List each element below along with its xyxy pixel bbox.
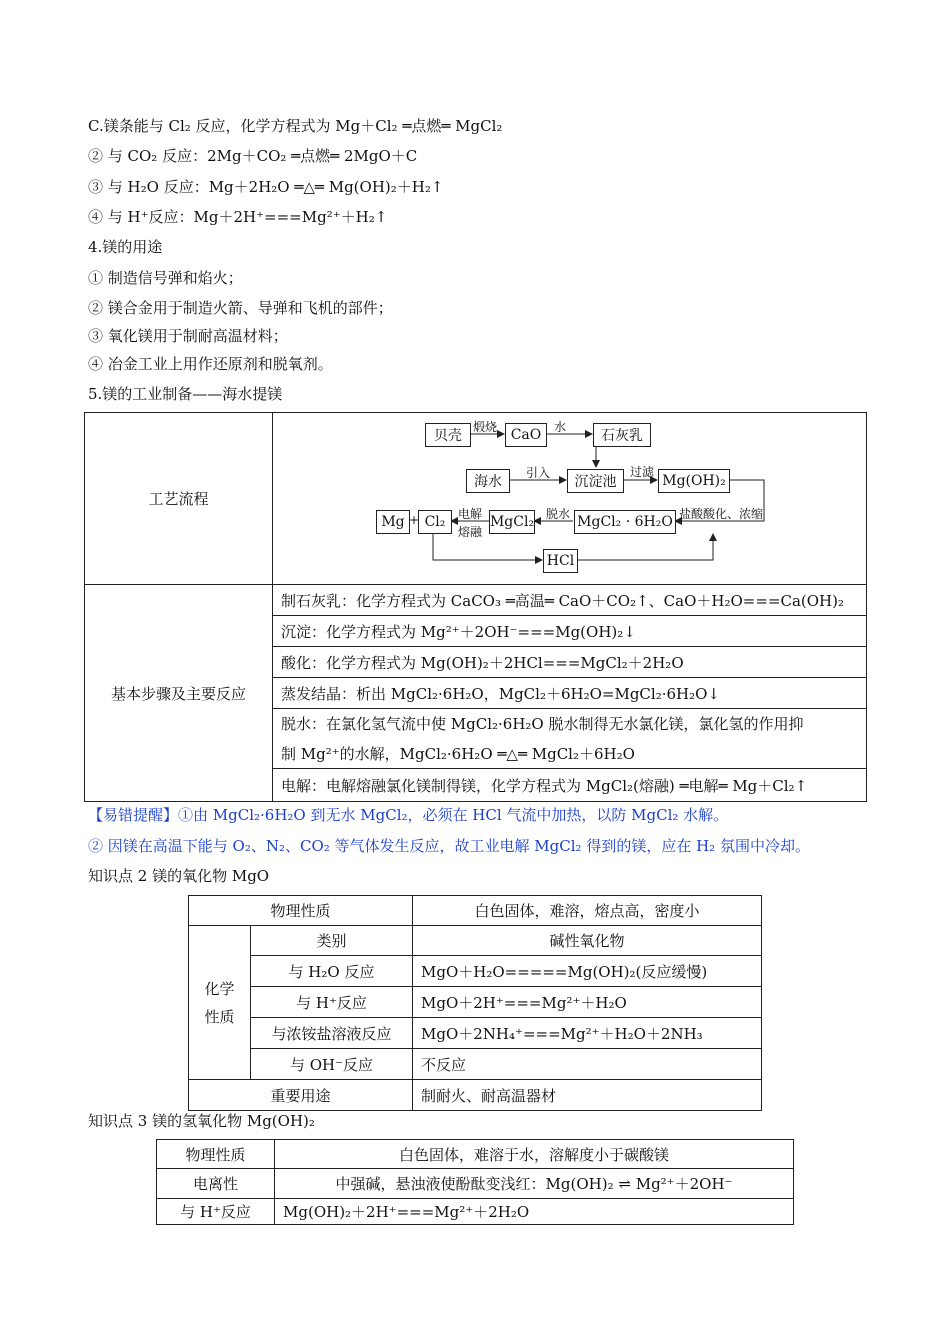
cell: 与 OH⁻反应 <box>251 1049 413 1080</box>
cell: 与 H⁺反应 <box>157 1199 275 1225</box>
text-line: ④ 与 H⁺反应：Mg＋2H⁺===Mg²⁺＋H₂↑ <box>88 208 388 226</box>
step-row: 脱水：在氯化氢气流中使 MgCl₂·6H₂O 脱水制得无水氯化镁，氯化氢的作用抑 <box>273 709 867 739</box>
hcl-box: HCl <box>543 549 578 573</box>
section-heading: 5.镁的工业制备——海水提镁 <box>88 385 283 403</box>
lime-milk-box: 石灰乳 <box>593 423 651 447</box>
step-row: 制 Mg²⁺的水解，MgCl₂·6H₂O ═△═ MgCl₂＋6H₂O <box>273 739 867 769</box>
mgo-table <box>188 895 762 1111</box>
step-row: 沉淀：化学方程式为 Mg²⁺＋2OH⁻===Mg(OH)₂↓ <box>273 616 867 647</box>
cell: Mg(OH)₂＋2H⁺===Mg²⁺＋2H₂O <box>275 1199 794 1225</box>
cell: 制耐火、耐高温器材 <box>413 1080 762 1111</box>
kp3-title: 知识点 3 镁的氢氧化物 Mg(OH)₂ <box>88 1112 315 1130</box>
mgcl2-box: MgCl₂ <box>489 510 535 534</box>
steps-label: 基本步骤及主要反应 <box>85 585 273 802</box>
dehydrate-label: 脱水 <box>546 507 571 521</box>
mg-oh2-box: Mg(OH)₂ <box>658 469 730 493</box>
cell: 中强碱，悬浊液使酚酞变浅红：Mg(OH)₂ ⇌ Mg²⁺＋2OH⁻ <box>275 1169 794 1199</box>
cell: 与浓铵盐溶液反应 <box>251 1018 413 1049</box>
cell: 重要用途 <box>189 1080 413 1111</box>
cell <box>189 926 251 1080</box>
step-row: 酸化：化学方程式为 Mg(OH)₂＋2HCl===MgCl₂＋2H₂O <box>273 647 867 678</box>
cell: MgO＋2H⁺===Mg²⁺＋H₂O <box>413 987 762 1018</box>
section-heading: 4.镁的用途 <box>88 238 163 256</box>
cell: 物理性质 <box>157 1140 275 1169</box>
cell: 白色固体，难溶于水，溶解度小于碳酸镁 <box>275 1140 794 1169</box>
shell-box: 贝壳 <box>425 423 471 447</box>
mg-box: Mg <box>376 510 410 534</box>
water-label: 水 <box>554 420 567 434</box>
cell: 电离性 <box>157 1169 275 1199</box>
text-line: ④ 冶金工业上用作还原剂和脱氧剂。 <box>88 355 333 373</box>
cell: MgO＋H₂O=====Mg(OH)₂(反应缓慢) <box>413 956 762 987</box>
filter-label: 过滤 <box>630 465 655 479</box>
warning-line: ② 因镁在高温下能与 O₂、N₂、CO₂ 等气体发生反应，故工业电解 MgCl₂ 得到的镁，应在 H₂ 氛围中冷却。 <box>88 837 810 855</box>
cao-box: CaO <box>505 423 547 447</box>
mgoh2-table <box>156 1139 794 1225</box>
precipitation-tank-box: 沉淀池 <box>567 469 624 493</box>
step-row: 制石灰乳：化学方程式为 CaCO₃ ═高温═ CaO＋CO₂↑、CaO＋H₂O===Ca(OH)₂ <box>273 585 867 616</box>
cell: 不反应 <box>413 1049 762 1080</box>
text-line: ② 与 CO₂ 反应：2Mg＋CO₂ ═点燃═ 2MgO＋C <box>88 147 418 165</box>
molten-label: 熔融 <box>458 525 483 539</box>
seawater-box: 海水 <box>466 469 510 493</box>
step-row: 电解：电解熔融氯化镁制得镁，化学方程式为 MgCl₂(熔融) ═电解═ Mg＋Cl₂↑ <box>273 769 867 802</box>
text-line: ③ 氧化镁用于制耐高温材料； <box>88 327 288 345</box>
step-row: 蒸发结晶：析出 MgCl₂·6H₂O，MgCl₂＋6H₂O=MgCl₂·6H₂O↓ <box>273 678 867 709</box>
cell: 类别 <box>251 926 413 956</box>
process-label: 工艺流程 <box>85 413 273 585</box>
introduce-label: 引入 <box>526 466 551 480</box>
acidify-label: 盐酸酸化、浓缩 <box>679 507 764 521</box>
text-line: C.镁条能与 Cl₂ 反应，化学方程式为 Mg＋Cl₂ ═点燃═ MgCl₂ <box>88 117 503 135</box>
cell: 物理性质 <box>189 896 413 926</box>
cell: 与 H₂O 反应 <box>251 956 413 987</box>
calcine-label: 煅烧 <box>473 420 498 434</box>
warning-line: 【易错提醒】①由 MgCl₂·6H₂O 到无水 MgCl₂，必须在 HCl 气流中加热，以防 MgCl₂ 水解。 <box>88 806 729 824</box>
chem-label: 化学性质 <box>204 979 235 1026</box>
mgcl2-hydrate-box: MgCl₂ · 6H₂O <box>574 510 676 534</box>
cell: 碱性氧化物 <box>413 926 762 956</box>
plus-label: + <box>409 513 420 527</box>
cell: MgO＋2NH₄⁺===Mg²⁺＋H₂O＋2NH₃ <box>413 1018 762 1049</box>
cl2-box: Cl₂ <box>418 510 452 534</box>
cell: 与 H⁺反应 <box>251 987 413 1018</box>
cell: 白色固体，难溶，熔点高，密度小 <box>413 896 762 926</box>
text-line: ① 制造信号弹和焰火； <box>88 269 243 287</box>
electrolysis-label: 电解 <box>458 507 483 521</box>
text-line: ② 镁合金用于制造火箭、导弹和飞机的部件； <box>88 299 393 317</box>
kp2-title: 知识点 2 镁的氧化物 MgO <box>88 867 270 885</box>
text-line: ③ 与 H₂O 反应：Mg＋2H₂O ═△═ Mg(OH)₂＋H₂↑ <box>88 178 444 196</box>
